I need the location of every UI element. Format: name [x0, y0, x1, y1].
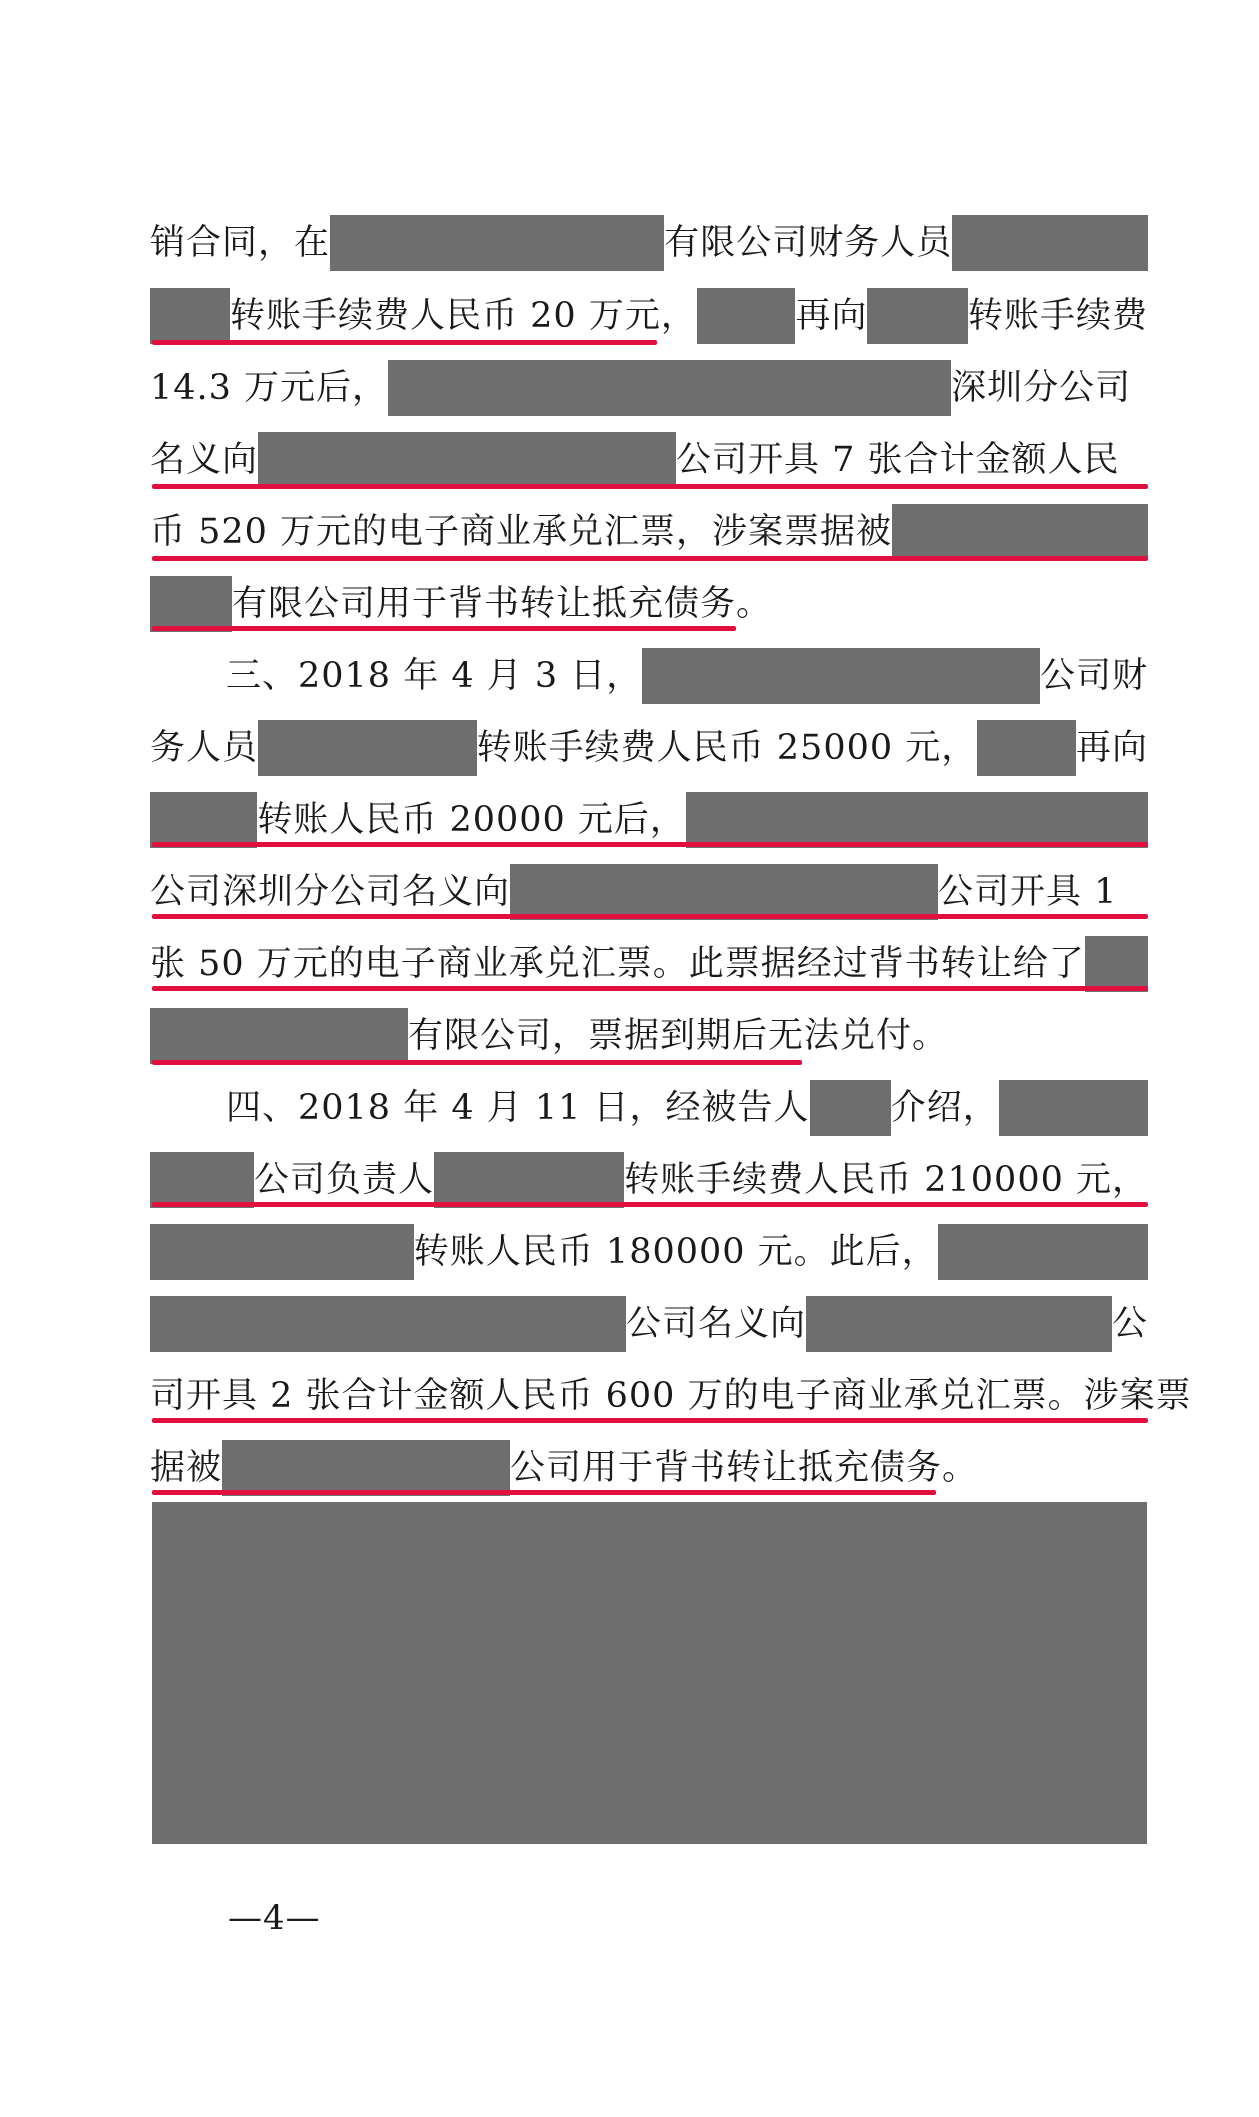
redaction-box	[150, 792, 257, 848]
redaction-box	[977, 720, 1076, 776]
text-segment: 四、2018 年 4 月 11 日，经被告人	[226, 1088, 810, 1128]
text-segment: 公司财	[1039, 656, 1148, 696]
text-segment: 币 520 万元的电子商业承兑汇票，涉案票据被	[150, 512, 893, 552]
redaction-box	[388, 360, 951, 416]
redaction-box	[999, 1080, 1148, 1136]
page-number: —4—	[228, 1898, 321, 1938]
text-line	[150, 640, 1148, 712]
text-segment: 转账人民币 20000 元后，	[257, 800, 686, 840]
text-segment: 转账人民币 180000 元。此后，	[413, 1232, 938, 1272]
text-segment: 公	[1111, 1304, 1148, 1344]
text-segment: 张 50 万元的电子商业承兑汇票。此票据经过背书转让给了	[150, 944, 1085, 984]
redaction-box	[510, 864, 938, 920]
text-segment: 公司开具 1	[938, 872, 1118, 912]
text-line	[150, 1288, 1148, 1360]
red-underline	[152, 1060, 802, 1065]
red-underline	[152, 484, 1148, 489]
text-segment: 务人员	[150, 728, 259, 768]
redaction-box	[806, 1296, 1112, 1352]
text-segment: 深圳分公司	[951, 368, 1132, 408]
text-line	[150, 1216, 1148, 1288]
redaction-box	[697, 288, 796, 344]
red-underline	[152, 556, 1148, 561]
redaction-box	[150, 1008, 408, 1064]
text-segment: 转账手续费人民币 25000 元，	[476, 728, 978, 768]
text-segment: 转账手续费人民币 210000 元，	[624, 1160, 1148, 1200]
redaction-box	[150, 1224, 414, 1280]
text-segment: 公司深圳分公司名义向	[150, 872, 511, 912]
redaction-box	[150, 1296, 626, 1352]
text-segment: 名义向	[150, 440, 259, 480]
redaction-box	[642, 648, 1040, 704]
redaction-block	[152, 1502, 1147, 1844]
text-segment: 公司用于背书转让抵充债务。	[510, 1448, 979, 1488]
text-line	[150, 207, 1148, 279]
red-underline	[152, 1418, 1148, 1423]
text-segment: 销合同，在	[150, 223, 331, 263]
red-underline	[152, 1202, 1148, 1207]
redaction-box	[150, 1152, 254, 1208]
redaction-box	[1085, 936, 1148, 992]
text-segment: 再向	[1075, 728, 1148, 768]
text-line	[150, 712, 1148, 784]
text-segment: 有限公司，票据到期后无法兑付。	[408, 1016, 949, 1056]
text-segment: 有限公司财务人员	[664, 223, 953, 263]
text-segment: 据被	[150, 1448, 223, 1488]
text-line	[150, 1072, 1148, 1144]
text-segment: 14.3 万元后，	[150, 368, 389, 408]
text-segment: 司开具 2 张合计金额人民币 600 万的电子商业承兑汇票。涉案票	[150, 1376, 1192, 1416]
redaction-box	[258, 720, 477, 776]
text-line	[150, 352, 1148, 424]
redaction-box	[150, 576, 232, 632]
red-underline	[152, 914, 1148, 919]
red-underline	[152, 986, 1148, 991]
text-segment: 公司名义向	[625, 1304, 806, 1344]
redaction-box	[258, 432, 676, 488]
redaction-box	[952, 215, 1148, 271]
red-underline	[152, 626, 736, 631]
text-segment: 公司负责人	[254, 1160, 435, 1200]
redaction-box	[938, 1224, 1148, 1280]
text-segment: 有限公司用于背书转让抵充债务。	[232, 584, 773, 624]
redaction-box	[434, 1152, 624, 1208]
redaction-box	[810, 1080, 891, 1136]
redaction-box	[150, 288, 230, 344]
redaction-box	[222, 1440, 510, 1496]
text-segment: 转账手续费人民币 20 万元，	[230, 296, 697, 336]
redaction-box	[892, 504, 1148, 560]
red-underline	[152, 1490, 936, 1495]
red-underline	[152, 842, 1148, 847]
redaction-box	[330, 215, 664, 271]
text-segment: 三、2018 年 4 月 3 日，	[226, 656, 643, 696]
red-underline	[152, 340, 657, 345]
redaction-box	[686, 792, 1148, 848]
text-segment: 再向	[795, 296, 868, 336]
text-segment: 介绍，	[890, 1088, 999, 1128]
redaction-box	[867, 288, 968, 344]
text-segment: 公司开具 7 张合计金额人民	[676, 440, 1120, 480]
text-segment: 转账手续费	[967, 296, 1148, 336]
